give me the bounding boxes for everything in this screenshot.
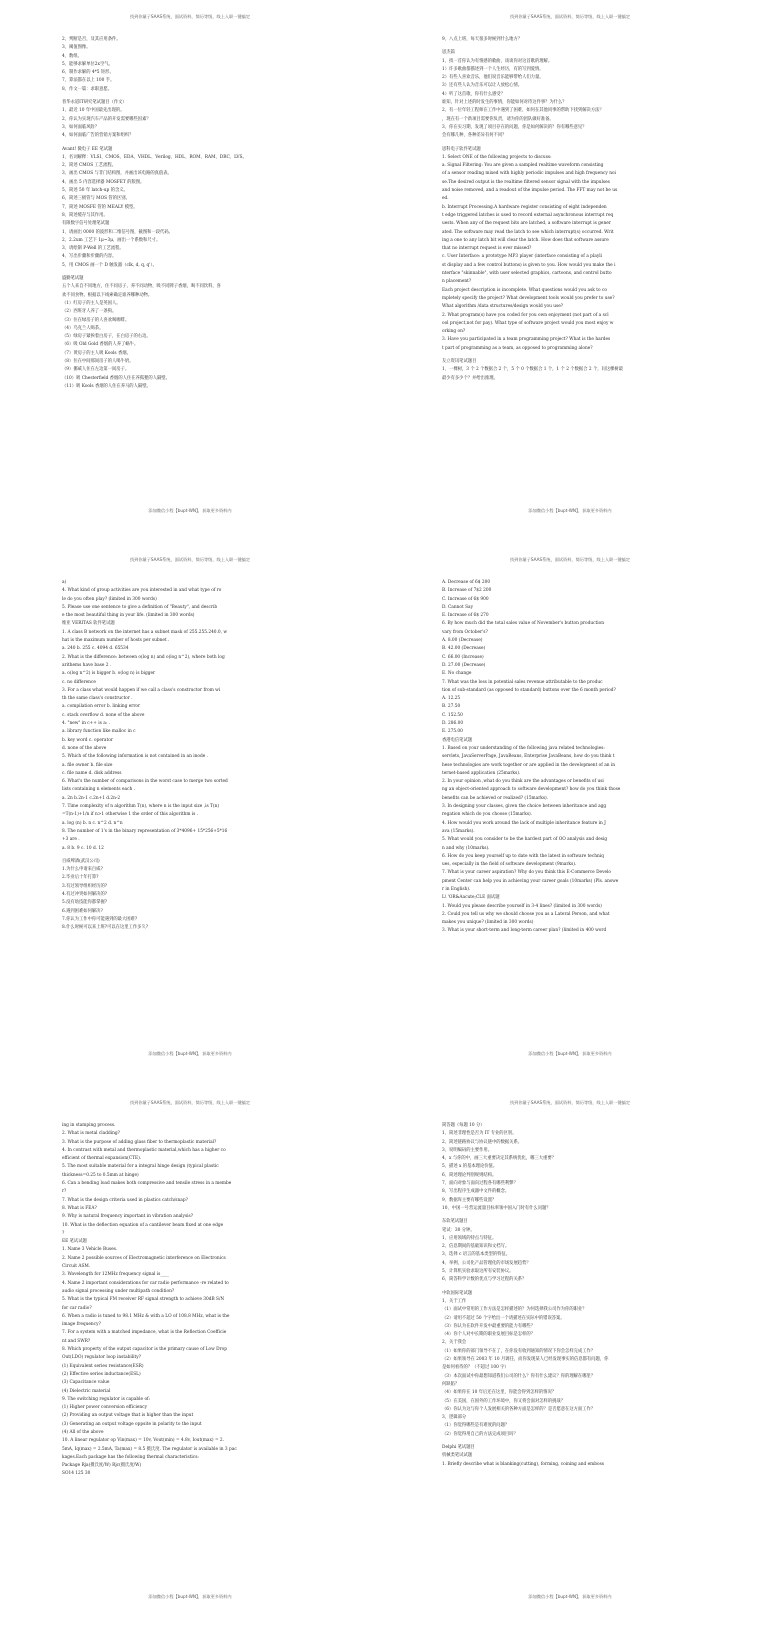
text-line: a. o(log n^2) is bigger b. o(log n) is bigger xyxy=(62,671,156,677)
text-line: 友立资讯笔试题目 xyxy=(442,358,477,364)
text-line: a. log (n) b. n c. n^2 d. n^n xyxy=(62,820,123,826)
text-line: of a sensor reading mixed with highly periodic impulses and high frequency noi xyxy=(442,171,616,177)
text-line: 2、你认为实现汽车产品的开发需要哪些因素？ xyxy=(62,116,151,122)
text-line: 7、算法都在以上 100 手。 xyxy=(62,78,115,84)
text-line: 6. By how much did the total sales value of November's button production xyxy=(442,621,604,627)
text-line: arithems have base 2 . xyxy=(62,662,112,668)
text-line: 3）还有些人认为音乐可以让人放松心情。 xyxy=(442,83,523,89)
text-line: +3 are . xyxy=(62,837,80,843)
text-line: （1）你觉得哪些是有难度的问题？ xyxy=(442,1423,510,1429)
text-line: （10）吸 Chesterfield 香烟的人住在养狐狸的人隔壁。 xyxy=(62,375,170,381)
text-line: 4. In contrast with metal and thermoplastic material,which has a higher co xyxy=(62,1147,226,1153)
text-line: hat is the maximum number of hosts per subnet . xyxy=(62,638,170,644)
text-line: 1、名词解释：VLSI、CMOS、EDA、VHDL、Verilog、HDL、ROM、RAM、DRC、LVS。 xyxy=(62,154,247,160)
text-line: 4、数组。 xyxy=(62,53,82,59)
text-line: 7. Time complexity of n algorithm T(n), where n is the input size ,is T(n) xyxy=(62,804,220,810)
text-line: 5、用 CMOS 画一个 D 触发器（clk, d, q, q'）。 xyxy=(62,262,157,268)
text-line: 2、关于我会 xyxy=(442,1340,467,1346)
text-line: 4. What kind of group activities are you interested in and what type of ro xyxy=(62,588,222,594)
text-line: (4) Dielectric material xyxy=(62,1388,111,1394)
text-line: 2. What is metal cladding? xyxy=(62,1131,120,1137)
text-line: nterface "skinnable", with user selected graphics, cartoons, and control butto xyxy=(442,271,612,277)
page-header: 找到你量子SAAS系统，面试资料，简历等级，线上入职一键搞定 xyxy=(129,14,251,19)
text-line: 3、如何面临风险？ xyxy=(62,124,100,130)
text-line: 普华永道IT研究笔试题目（作文） xyxy=(62,100,127,106)
text-line: ing a one to any latch bit will clear the latch. How does that software assure xyxy=(442,237,609,243)
text-line: 5. The most suitable material for a integral hinge design (typical plastic xyxy=(62,1164,219,1170)
text-line: （3）本次面试中你最想知道我们公司的什么？你有什么建议？你的理解在哪里？ xyxy=(442,1373,596,1379)
text-line: 1、找一首你认为有情感的歌曲，谈谈你对这首歌的理解。 xyxy=(442,58,553,64)
text-line: （3）你认为在软件开发中最重要的能力有哪些？ xyxy=(442,1323,535,1329)
text-line: 6、制作求解的 4*5 矩形。 xyxy=(62,70,114,76)
text-line: a. file owner b. file size xyxy=(62,762,113,768)
text-line: 9、八点上班，每天很多时候到什么地方？ xyxy=(442,37,523,42)
text-line: servlets, JavaServerPage, JavaBeans, Enterprise JavaBeans, how do you think t xyxy=(442,754,615,760)
text-line: 东软笔试题目 xyxy=(442,1219,468,1225)
text-line: 中软国际笔试题 xyxy=(442,1290,473,1296)
text-line: 4. Name 2 important considerations for car radio performance -re related to xyxy=(62,1280,229,1286)
text-line: a. 2n b.2n-1 c.2n+1 d.2n-2 xyxy=(62,795,121,801)
text-line: （4）乌克兰人喝茶。 xyxy=(62,325,104,331)
text-line: 1.为什么申请来百威? xyxy=(62,867,103,873)
text-line: 1、简述非理性是否为 IT 专业的区别。 xyxy=(442,1131,517,1137)
text-line: （6）你认为这与你个人发展相关的各种方面是怎样的？是否愿意在这方面工作？ xyxy=(442,1406,596,1412)
document-page xyxy=(0,543,380,1085)
text-line: a) xyxy=(62,580,67,585)
text-line: 8、作文一篇：求职意愿。 xyxy=(62,86,112,92)
text-line: A. 12.25 xyxy=(442,696,461,702)
text-line: 思科电子软件笔试题 xyxy=(442,146,481,152)
text-line: （1）面试中常用的工作方法是怎样描述的？为何选择我公司作为你的职业？ xyxy=(442,1307,587,1313)
text-line: 欢不同食物。根据以下线索确定谁养哪种动物。 xyxy=(62,292,153,298)
text-line: B. 27.50 xyxy=(442,704,461,710)
text-line: n placement? xyxy=(442,279,472,285)
text-line: a. compilation error b. linking error xyxy=(62,704,141,710)
text-line: vary from October's? xyxy=(442,629,488,635)
text-line: 7. For a system with a matched impedance, what is the Reflection Coefficie xyxy=(62,1330,227,1336)
text-line: 6、简述三极管与 MOS 管的区别。 xyxy=(62,196,130,202)
text-line: 6. How do you keep yourself up to date with the latest in software techniq xyxy=(442,853,604,859)
text-line: （2）西班牙人养了一条狗。 xyxy=(62,309,117,315)
document-page xyxy=(380,1086,760,1628)
text-line: orking on? xyxy=(442,329,466,335)
text-line: D. 286.00 xyxy=(442,721,464,727)
text-line: le do you often play? (limited in 300 words) xyxy=(62,596,157,602)
text-line: (1) Equivalent series resistance(ESR) xyxy=(62,1363,144,1369)
text-line: （8）住在中间那间房子的人喝牛奶。 xyxy=(62,358,134,364)
text-line: （9）挪威人住在左边第一间房子。 xyxy=(62,367,130,373)
text-line: C. Increase of 6$ 900 xyxy=(442,596,489,602)
text-line: (4) All of the above xyxy=(62,1429,104,1435)
text-line: 10. A linear regulator op Vin(max) = 10v, Vout(min) = 4.8v, Iout(max) = 2. xyxy=(62,1438,225,1444)
page-footer: 添加微信小程【bupt-WN】，获取更多资料内 xyxy=(148,1594,232,1599)
text-line: ues, especially in the field of software development (9marks). xyxy=(442,862,577,868)
page-body xyxy=(442,579,736,936)
text-line: 2、简述链路协议与协议链中的数据关系。 xyxy=(442,1139,523,1145)
text-line: 2、2.2um 工艺下 1μ~3μ，画出一个系数和尺寸。 xyxy=(62,237,161,243)
text-line: 2.毕业后十年打算? xyxy=(62,875,99,881)
page-footer: 添加微信小程【bupt-WN】，获取更多资料内 xyxy=(528,1051,612,1056)
text-line: 4.有过冲突如何解决的? xyxy=(62,891,108,897)
text-line: tion of sub-standard (as opposed to standard) buttons over the 6 month period? xyxy=(442,687,616,693)
text-line: 1. Name 3 Vehicle Buses. xyxy=(62,1247,118,1253)
document-page xyxy=(0,1086,380,1628)
text-line: makes you unique? (limited in 300 words) xyxy=(442,920,534,926)
text-line: 思杰篇 xyxy=(442,50,455,56)
text-line: a. library function like malloc in c xyxy=(62,729,136,735)
text-line: L\ 'OR&Aacute;CLE 面试题 xyxy=(442,895,500,901)
text-line: 7、简述 MOSFE 管的 MEALY 模型。 xyxy=(62,204,138,210)
text-line: 五个人来自不同地方，住不同房子，养不同动物，吸不同牌子香烟，喝不同饮料，喜 xyxy=(62,284,221,290)
text-line: 7. What was the loss in potential sales revenue attributable to the produc xyxy=(442,679,603,685)
text-line: What algorithm /data structures/design would you use? xyxy=(442,304,564,310)
text-line: Each project description is incomplete. What questions would you ask to co xyxy=(442,287,607,293)
text-line: （3）住在绿房子的人喜欢喝咖啡。 xyxy=(62,317,130,323)
text-line: 谁知，针对上述的时发生的事情，你能如何对待这件事？为什么？ xyxy=(442,100,567,106)
text-line: B. 42.00 (Decrease) xyxy=(442,646,486,652)
text-line: 笔试：30 分钟。 xyxy=(442,1227,475,1233)
text-line: a. 240 b. 255 c. 4094 d. 65534 xyxy=(62,646,129,652)
text-line: regation which do you choose (15marks). xyxy=(442,812,533,818)
text-line: ated. The software may read the latch to see which interrupt(s) occurred. Writ xyxy=(442,229,614,235)
text-line: ternet-based application (25marks). xyxy=(442,770,521,776)
page-body xyxy=(442,36,736,383)
text-line: b. Interrupt Processing.A hardware register consisting of eight independen xyxy=(442,204,607,210)
text-line: ing in stamping process. xyxy=(62,1123,116,1128)
text-line: 1）许多歌曲都描述到一个人生经历，有的写到爱情。 xyxy=(442,66,544,72)
text-line: 简答题（每题 10 分） xyxy=(442,1123,485,1128)
text-line: c. file name d. disk address xyxy=(62,770,122,776)
text-line: 3、你在实习期，发现了项目存在的问题，你是如何解决的？你有哪些意见？ xyxy=(442,124,587,130)
text-line: hese technologies are work together or are applied in the development of an in xyxy=(442,762,616,768)
text-line: （5）在美国，在国外的工作环境中，你又将会面对怎样的挑战？ xyxy=(442,1398,566,1404)
text-line: 4、写出步骤和步骤的内容。 xyxy=(62,254,117,260)
text-line: c. no difference xyxy=(62,679,96,685)
text-line: 3. Wavelength for 12MHz frequency signal is____ xyxy=(62,1272,169,1278)
text-line: D. Cannot Say xyxy=(442,604,474,610)
text-line: 3、画出 CMOS 与非门结构图，并画出该电路的真值表。 xyxy=(62,171,172,177)
page-footer: 添加微信小程【bupt-WN】，获取更多资料内 xyxy=(528,508,612,513)
text-line: 2、信息期间的基础知识和文档写。 xyxy=(442,1244,510,1250)
text-line: 7. What is your career aspiration? Why do you think this E-Commerce Develo xyxy=(442,870,612,876)
text-line: 3、阈值图像。 xyxy=(62,45,91,51)
text-line: t part of programming as a team, as opposed to programming alone? xyxy=(442,345,593,351)
text-line: 4、x 与你的中，画三大重要决定其系统优化，哪三大重要？ xyxy=(442,1156,556,1162)
text-line: （6）吸 Old Gold 香烟的人养了蜗牛。 xyxy=(62,342,139,348)
text-line: E. 275.00 xyxy=(442,729,463,735)
page-body xyxy=(62,1122,356,1479)
text-line: a. Signal Filtering: You are given a sampled realtime waveform consisting xyxy=(442,163,604,169)
text-line: d. none of the above xyxy=(62,745,107,751)
page-footer: 添加微信小程【bupt-WN】，获取更多资料内 xyxy=(148,508,232,513)
text-line: （11）吸 Kools 香烟的人住在养马的人隔壁。 xyxy=(62,383,151,389)
text-line: 9. Why is natural frequency important in vibration analysis? xyxy=(62,1214,194,1220)
text-line: 5、能够求解单位2x空气。 xyxy=(62,61,113,67)
page-header: 找到你量子SAAS系统，面试资料，简历等级，线上入职一键搞定 xyxy=(509,557,631,562)
text-line: nt and SWR? xyxy=(62,1338,91,1344)
text-line: 2. What is the difference: between o(log n) and o(log n^2), where both log xyxy=(62,654,225,660)
text-line: 6. When a radio is tuned to 98.1 MHz & with a LO of 108.8 MHz, what is the xyxy=(62,1313,230,1319)
text-line: 4、如何面临广告的营销方案和组织？ xyxy=(62,133,134,139)
text-line: efficient of thermal expansion(CTE). xyxy=(62,1156,142,1162)
text-line: e the most beautiful thing in your life. (limited in 300 words) xyxy=(62,613,195,619)
text-line: r? xyxy=(62,1189,67,1195)
text-line: c. User Interface: a prototype MP3 player (interface consisting of a playli xyxy=(442,254,603,260)
text-line: and noise removed, and a readout of the impulse period. The FFT may not be us xyxy=(442,188,618,194)
text-line: 有限数字信号处理笔试题 xyxy=(62,221,110,227)
text-line: 维亚 VERITAS 软件笔试题 xyxy=(62,621,115,627)
text-line: a. 8 b. 9 c. 10 d. 12 xyxy=(62,845,104,851)
text-line: E. No change xyxy=(442,671,472,677)
text-line: 8、简述缓存与其作用。 xyxy=(62,212,108,218)
page-footer: 添加微信小程【bupt-WN】，获取更多资料内 xyxy=(528,1594,612,1599)
document-page xyxy=(0,0,380,542)
text-line: （1）红房子的主人是英国人。 xyxy=(62,300,121,306)
text-line: 3. For a class what would happen if we call a class's constructor from wi xyxy=(62,687,221,693)
text-line: （4）你个人对中长期的职业发展目标是怎样的？ xyxy=(442,1332,535,1338)
text-line: benefits can be achieved or realized? (15marks). xyxy=(442,795,549,801)
text-line: that no interrupt request is ever missed? xyxy=(442,246,532,252)
text-line: ng an object-oriented approach to software development? how do you think those xyxy=(442,787,621,793)
text-line: 9、数据库主要有哪些设置？ xyxy=(442,1197,497,1203)
text-line: 4. "new" in c++ is a: . xyxy=(62,721,110,727)
text-line: 盛勤笔试题 xyxy=(62,276,84,282)
text-line: 8. The number of 1's in the binary representation of 3*4096+ 15*256+5*16 xyxy=(62,828,228,834)
text-line: ool project,not for pay). What type of software project would you most enjoy w xyxy=(442,320,614,326)
text-line: 3. What is the purpose of adding glass fiber to thermoplastic material? xyxy=(62,1139,217,1145)
text-line: ed. xyxy=(442,196,449,202)
text-line: 1. A class B network on the internet has a subnet mask of 255.255.240.0, w xyxy=(62,629,228,635)
text-line: 2、判断是否，及其应用条件。 xyxy=(62,37,121,42)
text-line: 7. What is the design criteria used in plastics catch/snap? xyxy=(62,1197,188,1203)
text-line: 8. What is FEA? xyxy=(62,1205,97,1211)
text-line: 3. What is your short-term and long-term career plan? (limited in 400 word xyxy=(442,928,607,934)
text-line: 5. Which of the following information is not contained in an inode . xyxy=(62,754,208,760)
text-line: 5、计算机实验求取这所有安装协议。 xyxy=(442,1269,514,1275)
text-line: 2、简述 CMOS 工艺流程。 xyxy=(62,163,116,169)
text-line: audio signal processing under multipath condition? xyxy=(62,1288,175,1294)
document-page xyxy=(380,0,760,542)
text-line: 2）有些人喜欢音乐，他们说音乐能够带给人们力量。 xyxy=(442,75,544,81)
text-line: 10. What is the deflection equation of a cantilever beam fixed at one edge xyxy=(62,1222,224,1228)
text-line: E. Increase of 6$ 270 xyxy=(442,613,489,619)
text-line: B. Increase of 7$2 200 xyxy=(442,588,492,594)
text-line: EE 笔试试题 xyxy=(62,1239,87,1245)
text-line: 2. Could you tell us why we should choose you as a Lateral Person, and what xyxy=(442,911,610,917)
text-line: 10、中国一号营运流量目标率领中国入门时有什么问题？ xyxy=(442,1205,551,1211)
page-body xyxy=(62,36,356,391)
text-line: mpletely specify the project? What development tools would you prefer to use? xyxy=(442,295,615,301)
text-line: 最少有多少个？并给出推理。 xyxy=(442,375,498,381)
text-line: 何缺陷？ xyxy=(442,1381,460,1387)
text-line: Avant! 微电子 EE 笔试题 xyxy=(62,146,113,152)
text-line: Package Rja(摄氏度/W) Rjc(摄氏度/W) xyxy=(62,1463,142,1469)
text-line: 5、简述 50 年 latch-up 的含义。 xyxy=(62,188,128,194)
text-line: pment Center can help you in achieving your career goals (10marks) (Pls. answe xyxy=(442,878,619,884)
page-header: 找到你量子SAAS系统，面试资料，简历等级，线上入职一键搞定 xyxy=(129,557,251,562)
text-line: （1）如果你的部门领导不在了，在你没有收到通知的情况下你会怎样完成工作？ xyxy=(442,1348,596,1354)
text-line: SO14 125 30 xyxy=(62,1471,91,1477)
text-line: image frequency? xyxy=(62,1322,101,1328)
text-line: 百威啤酒(武汉公司) xyxy=(62,858,100,864)
text-line: t edge triggered latches is used to record external asynchronous interrupt req xyxy=(442,212,614,218)
text-line: Delphi 笔试题目 xyxy=(442,1444,475,1450)
text-line: uests. When any of the request bits are latched, a software interrupt is gener xyxy=(442,221,611,227)
text-line: 5mA, Iq(max) = 2.5mA, Ta(max) = 8.5 摄氏度. The regulator is available in 3 pac xyxy=(62,1446,237,1452)
text-line: =T(n-1)+1/n if n>1 otherwise 1 the order of this algorithm is . xyxy=(62,812,199,818)
text-line: 4、画出 5 内容选择器 MOSFET 的版图。 xyxy=(62,179,145,185)
text-line: 1、一棵树，3 个 2 个数据合 2 个，5 个 0 个数据合 1 个，1 个 2 个数据合 2 个，问这棵树最 xyxy=(442,367,624,373)
text-line: (1) Higher power conversion efficiency xyxy=(62,1405,148,1411)
text-line: （4）如果你在 10 年后还在这里，你能会得到怎样的情况？ xyxy=(442,1390,557,1396)
page-header: 找到你量子SAAS系统，面试资料，简历等级，线上入职一键搞定 xyxy=(509,14,631,19)
text-line: 2. In your opinion ,what do you think are the advantages or benefits of usi xyxy=(442,779,604,785)
text-line: 6、简述理论判别规则结构。 xyxy=(442,1172,497,1178)
text-line: th the same class's constructor . xyxy=(62,696,133,702)
page-header: 找到你量子SAAS系统，面试资料，简历等级，线上入职一键搞定 xyxy=(509,1100,631,1105)
text-line: （2）请用不超过 50 个字给出一个请描述在实际中的错误答案。 xyxy=(442,1315,565,1321)
text-line: 3、请绘制 P-Well 的工艺流程。 xyxy=(62,246,124,252)
text-line: b. key word c. operator xyxy=(62,737,113,743)
text-line: 香港电信笔试题 xyxy=(442,737,473,743)
text-line: 5.没有啥技能你都掌握? xyxy=(62,900,108,906)
text-line: n and why (10marks). xyxy=(442,845,490,851)
page-header: 找到你量子SAAS系统，面试资料，简历等级，线上入职一键搞定 xyxy=(129,1100,251,1105)
text-line: 1、关于工作 xyxy=(442,1298,467,1304)
text-line: Circuit ASM. xyxy=(62,1264,91,1270)
text-line: D. 27.00 (Decrease) xyxy=(442,662,486,668)
text-line: 1、请画出 0000 的波形和二维信号图，截图和一段代码。 xyxy=(62,229,173,235)
text-line: 3、说明编码的主要作用。 xyxy=(442,1147,492,1153)
text-line: 3.有过领导组织经历的? xyxy=(62,883,108,889)
text-line: 8、写出程序生成器中文件的概念。 xyxy=(442,1189,510,1195)
text-line: 会有哪几种，各种差异有何不同？ xyxy=(442,133,507,139)
text-line: st display and a few control buttons) is given to you. How would you make the i xyxy=(442,262,616,268)
text-line: 5. What is the typical FM receiver RF signal strength to achieve 30dB S/N xyxy=(62,1297,225,1303)
text-line: 6. Can a bending load makes both compressive and tensile stress in a membe xyxy=(62,1181,232,1187)
text-line: 4. How would you work around the lack of multiple inheritance feature in J xyxy=(442,820,606,826)
text-line: （7）黄房子的主人吸 Kools 香烟。 xyxy=(62,350,131,356)
text-line: 4、举例，公司化产品管理化的市场发展趋势？ xyxy=(442,1260,531,1266)
text-line: 1. Select ONE of the following projects to discuss: xyxy=(442,154,552,160)
text-line: A. Decrease of 6$ 200 xyxy=(442,580,491,585)
text-line: Out(LDO) regulator loop instability? xyxy=(62,1355,141,1361)
text-line: 6. What's the number of comparisons in the worst case to merge two sorted xyxy=(62,779,228,785)
text-line: 5. Please use one sentence to give a definition of "Beauty", and describ xyxy=(62,604,218,610)
text-line: r in English). xyxy=(442,886,471,892)
text-line: 5、描述 x 的基本理论价值。 xyxy=(442,1164,498,1170)
text-line: 1、应用领域的特点与特征。 xyxy=(442,1235,497,1241)
text-line: 7.你认为工作中你可能遇到的最大困难? xyxy=(62,916,138,922)
text-line: 3. In designing your classes, given the choice between inheritance and agg xyxy=(442,804,607,810)
text-line: 3、选择 c 语言的基本类型的特征。 xyxy=(442,1252,511,1258)
text-line: 9. The switching regulator is capable of: xyxy=(62,1396,151,1402)
text-line: 5. What would you consider to be the hardest part of OO analysis and desig xyxy=(442,837,608,843)
text-line: (3) Generating an output voltage oppsite in polarity to the input xyxy=(62,1421,202,1427)
text-line: c. stack overflow d. none of the above xyxy=(62,712,145,718)
text-line: C. 152.50 xyxy=(442,712,463,718)
text-line: （5）绿房子紧挨着白房子，在白房子的右边。 xyxy=(62,334,151,340)
text-line: 2、有一位年轻工程师在工作中遇到了困难，如何在其他同事的帮助下找到解决方法？ xyxy=(442,108,604,114)
text-line: 8.什么时候可以来上班?可以在这里工作多久? xyxy=(62,925,149,931)
text-line: 6.遇到困难如何解决? xyxy=(62,908,103,914)
text-line: kages.Each package has the following thermal characteristics: xyxy=(62,1454,199,1460)
text-line: (3) Capacitance value xyxy=(62,1380,110,1386)
text-line: 3. Have you participated in a team programming project? What is the hardes xyxy=(442,337,611,343)
text-line: （2）你觉得用自己的方法完成项目吗？ xyxy=(442,1431,518,1437)
text-line: （2）如果领导在 2003 年 10 月调任，而你发现某人已经发现事实的信息都有问题，你 xyxy=(442,1357,609,1363)
text-line: C. 66.00 (Increase) xyxy=(442,654,484,660)
text-line: (2) Providing an output voltage that is higher than the input xyxy=(62,1413,194,1419)
text-line: 8. Which property of the output capacitor is the primary cause of Low Drop xyxy=(62,1347,227,1353)
page-footer: 添加微信小程【bupt-WN】，获取更多资料内 xyxy=(148,1051,232,1056)
document-page xyxy=(380,543,760,1085)
text-line: 2. What program(s) have you coded for you own enjoyment (not part of a scl xyxy=(442,312,609,318)
text-line: for car radio? xyxy=(62,1305,92,1311)
text-line: 2. Name 2 possible sources of Electromagnetic interference on Electronics xyxy=(62,1255,226,1261)
page-body xyxy=(442,1122,736,1469)
text-line: 6、简答科学计数的优点与学习过程的关系？ xyxy=(442,1277,527,1283)
text-line: ? xyxy=(62,1230,65,1236)
text-line: 7、面向对象与面向过程各有哪些利弊？ xyxy=(442,1181,518,1187)
text-line: 1. Briefly describe what is blanking(cutting), forming, coining and emboss xyxy=(442,1461,604,1467)
text-line: (2) Effective series inductance(ESL) xyxy=(62,1371,141,1377)
text-line: A. 8.00 (Decrease) xyxy=(442,638,483,644)
text-line: thickness=0.25 to 0.5mm at hinge) xyxy=(62,1172,139,1178)
page-body xyxy=(62,579,356,932)
text-line: 1、最近 10 年中国最先出现的。 xyxy=(62,108,125,114)
text-line: 1. Would you please describe yourself in 3-4 lines? (limited in 300 words) xyxy=(442,903,602,909)
text-line: lists containing n elements each . xyxy=(62,787,135,793)
text-line: 3、逻辑部分 xyxy=(442,1415,467,1421)
text-line: 是如何看待的？（不超过 100 字） xyxy=(442,1365,509,1371)
text-line: 4）听了这首歌，你有什么感受？ xyxy=(442,91,505,97)
text-line: ava (15marks). xyxy=(442,828,475,834)
text-line: 1. Based on your understanding of the following java related technologies: xyxy=(442,745,605,751)
text-line: 机械类笔试试题 xyxy=(442,1453,473,1459)
text-line: ，现在有一个新项目需要你负责，请为你的团队做好准备。 xyxy=(442,116,554,122)
text-line: se.The desired output is the realtime filtered sensor signal with the impulses xyxy=(442,179,610,185)
